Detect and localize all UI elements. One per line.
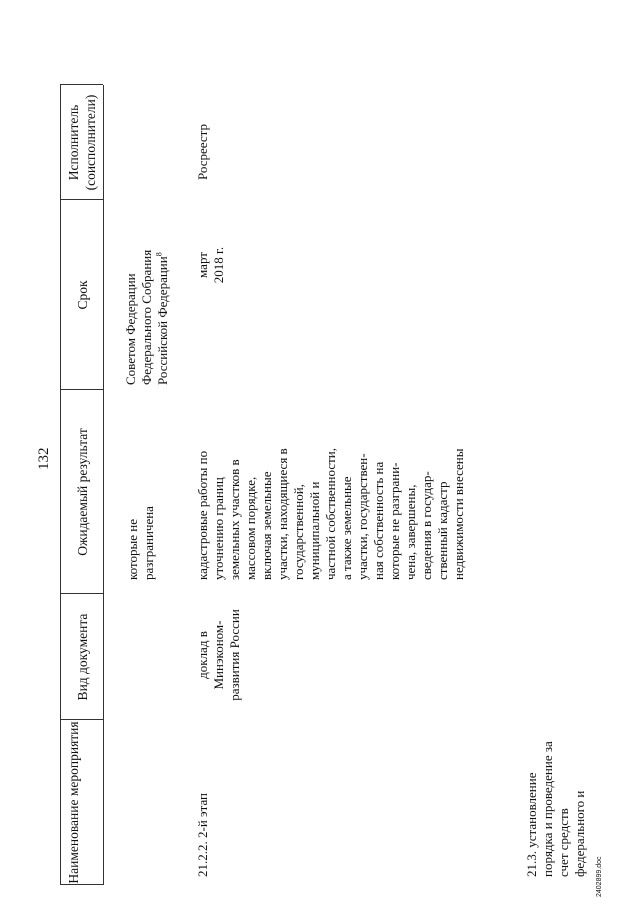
result-line: уточнению границ [211,477,226,580]
result-line: участки, государствен- [355,453,370,580]
result-line: ная собственность на [371,461,386,580]
continuation-deadline-line: Советом Федерации [123,273,138,385]
header-name: Наименование мероприятия [66,721,81,884]
result-line: массовом порядке, [243,476,258,580]
row-21-2-2-doc-line: доклад в [195,631,210,679]
rotated-table-sheet [30,20,630,897]
row-21-2-2-deadline [195,235,227,295]
continuation-result-line: которые не [125,519,140,580]
result-line: земельных участков в [227,459,242,580]
row-21-2-2-deadline-line: 2018 г. [211,246,226,284]
header-deadline: Срок [75,280,90,310]
result-line: частной собственности, [323,448,338,580]
table-top-border [60,85,61,885]
header-executor: Исполнитель (соисполнители) [66,94,98,191]
file-name-footer: 2402899.doc [596,856,603,897]
row-21-2-2-name: 21.2.2. 2-й этап [195,792,210,877]
continuation-deadline [123,195,171,385]
page-number: 132 [36,447,52,470]
row-21-2-2-deadline-line: март [195,252,210,278]
row-21-3-name-line: федерального и [572,790,587,877]
continuation-deadline-line: Федерального Собрания [139,249,154,385]
row-21-2-2-executor: Росреестр [195,124,210,180]
continuation-result-line: разграничена [141,506,156,580]
row-21-2-2-doc-line: развития России [227,609,242,701]
continuation-deadline-line-text: Российской Федерации [155,256,170,385]
result-line: муниципальной и [307,481,322,580]
row-21-2-2-result [195,385,467,580]
result-line: которые не разграни- [387,462,402,580]
header-result: Ожидаемый результат [75,428,90,556]
table-header-bottom-border [103,85,104,885]
row-21-2-2-doc-line: Минэконом- [211,620,226,690]
row-21-3-name [524,677,588,877]
footnote-marker: 8 [154,252,164,257]
result-line: включая земельные [259,471,274,580]
result-line: кадастровые работы по [195,450,210,580]
row-21-3-name-line: 21.3. установление [524,772,539,877]
continuation-result [125,395,157,580]
result-line: участки, находящиеся в [275,448,290,580]
result-line: ственный кадастр [435,481,450,580]
header-doc-type: Вид документа [75,613,90,701]
result-line: недвижимости внесены [451,448,466,580]
result-line: чена, завершены, [403,484,418,580]
result-line: сведения в государ- [419,471,434,580]
row-21-3-name-line: порядка и проведение за [540,741,555,877]
row-21-2-2-doc [195,595,243,715]
result-line: государственной, [291,484,306,580]
continuation-deadline-line [155,195,171,385]
row-21-3-name-line: счет средств [556,808,571,877]
result-line: а также земельные [339,476,354,580]
